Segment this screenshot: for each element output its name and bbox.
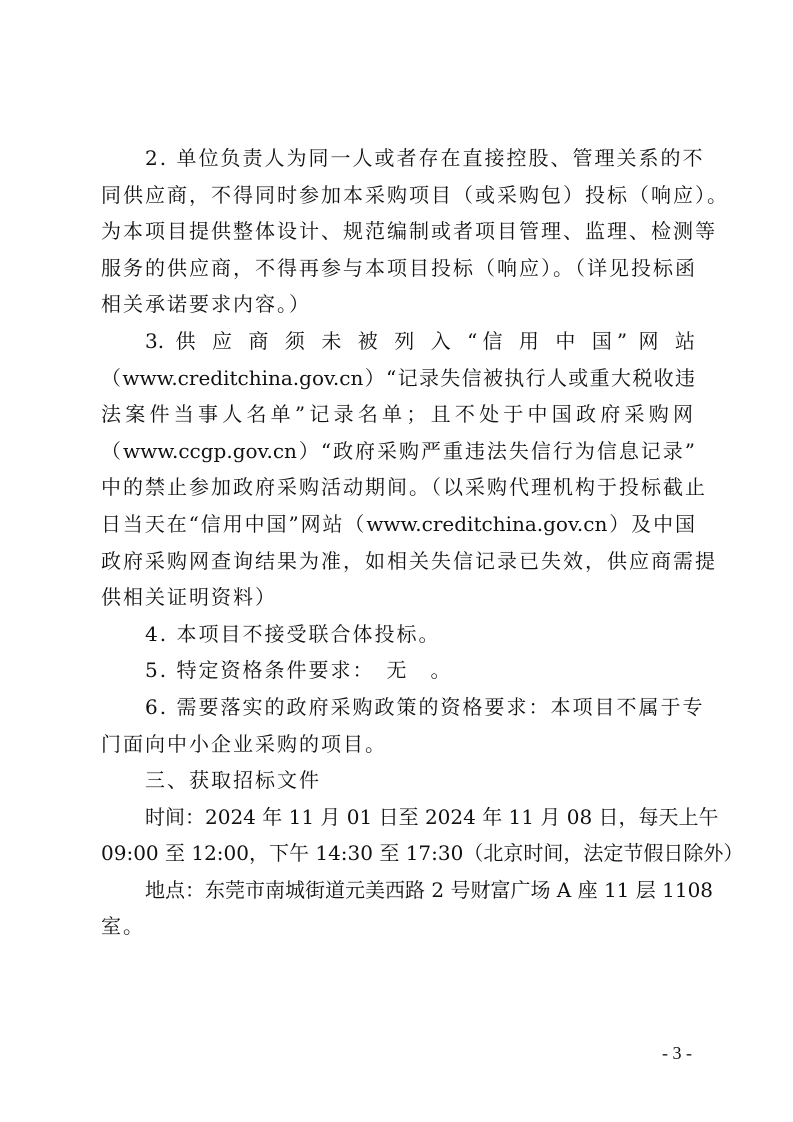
text-line: 地点：东莞市南城街道元美西路 2 号财富广场 A 座 11 层 1108 [145, 877, 714, 902]
section-heading: 三、获取招标文件 [145, 768, 321, 793]
paragraph-item-5 [101, 652, 695, 689]
text-line: 4. 本项目不接受联合体投标。 [145, 621, 441, 646]
paragraph-item-2 [101, 140, 729, 323]
text-line: 3. 供 应 商 须 未 被 列 入 “信 用 中 国” 网 站 [145, 328, 695, 353]
text-line: 09:00 至 12:00，下午 14:30 至 17:30（北京时间，法定节假日除外） [101, 841, 744, 866]
text-line: 室。 [101, 914, 145, 939]
text-line: 供相关证明资料） [101, 585, 277, 610]
text-line: 时间：2024 年 11 月 01 日至 2024 年 11 月 08 日，每天上午 [145, 804, 719, 829]
text-line: （www.ccgp.gov.cn）“政府采购严重违法失信行为信息记录” [101, 438, 695, 463]
text-line: 日当天在“信用中国”网站（www.creditchina.gov.cn）及中国 [101, 511, 695, 536]
text-line: 相关承诺要求内容。） [101, 292, 311, 317]
text-line: 政府采购网查询结果为准，如相关失信记录已失效，供应商需提 [101, 548, 717, 573]
text-line: 门面向中小企业采购的项目。 [101, 731, 387, 756]
text-line: 6. 需要落实的政府采购政策的资格要求：本项目不属于专 [145, 694, 705, 719]
text-line: 同供应商，不得同时参加本采购项目（或采购包）投标（响应）。 [101, 182, 729, 207]
section-heading-obtain-documents [101, 762, 695, 799]
page-number: - 3 - [662, 1043, 692, 1063]
paragraph-time [101, 799, 744, 872]
paragraph-item-4 [101, 616, 695, 653]
document-page [101, 140, 744, 945]
text-line: 5. 特定资格条件要求： 无 。 [145, 658, 453, 683]
text-line: 2. 单位负责人为同一人或者存在直接控股、管理关系的不 [145, 146, 705, 170]
text-line: 法案件当事人名单”记录名单；且不处于中国政府采购网 [101, 402, 695, 427]
text-line: 中的禁止参加政府采购活动期间。（以采购代理机构于投标截止 [101, 475, 707, 500]
paragraph-item-6 [101, 689, 705, 762]
paragraph-item-3 [101, 323, 717, 616]
paragraph-location [101, 872, 714, 945]
text-line: （www.creditchina.gov.cn）“记录失信被执行人或重大税收违 [101, 365, 695, 390]
text-line: 服务的供应商，不得再参与本项目投标（响应）。（详见投标函 [101, 255, 697, 280]
text-line: 为本项目提供整体设计、规范编制或者项目管理、监理、检测等 [101, 219, 717, 244]
